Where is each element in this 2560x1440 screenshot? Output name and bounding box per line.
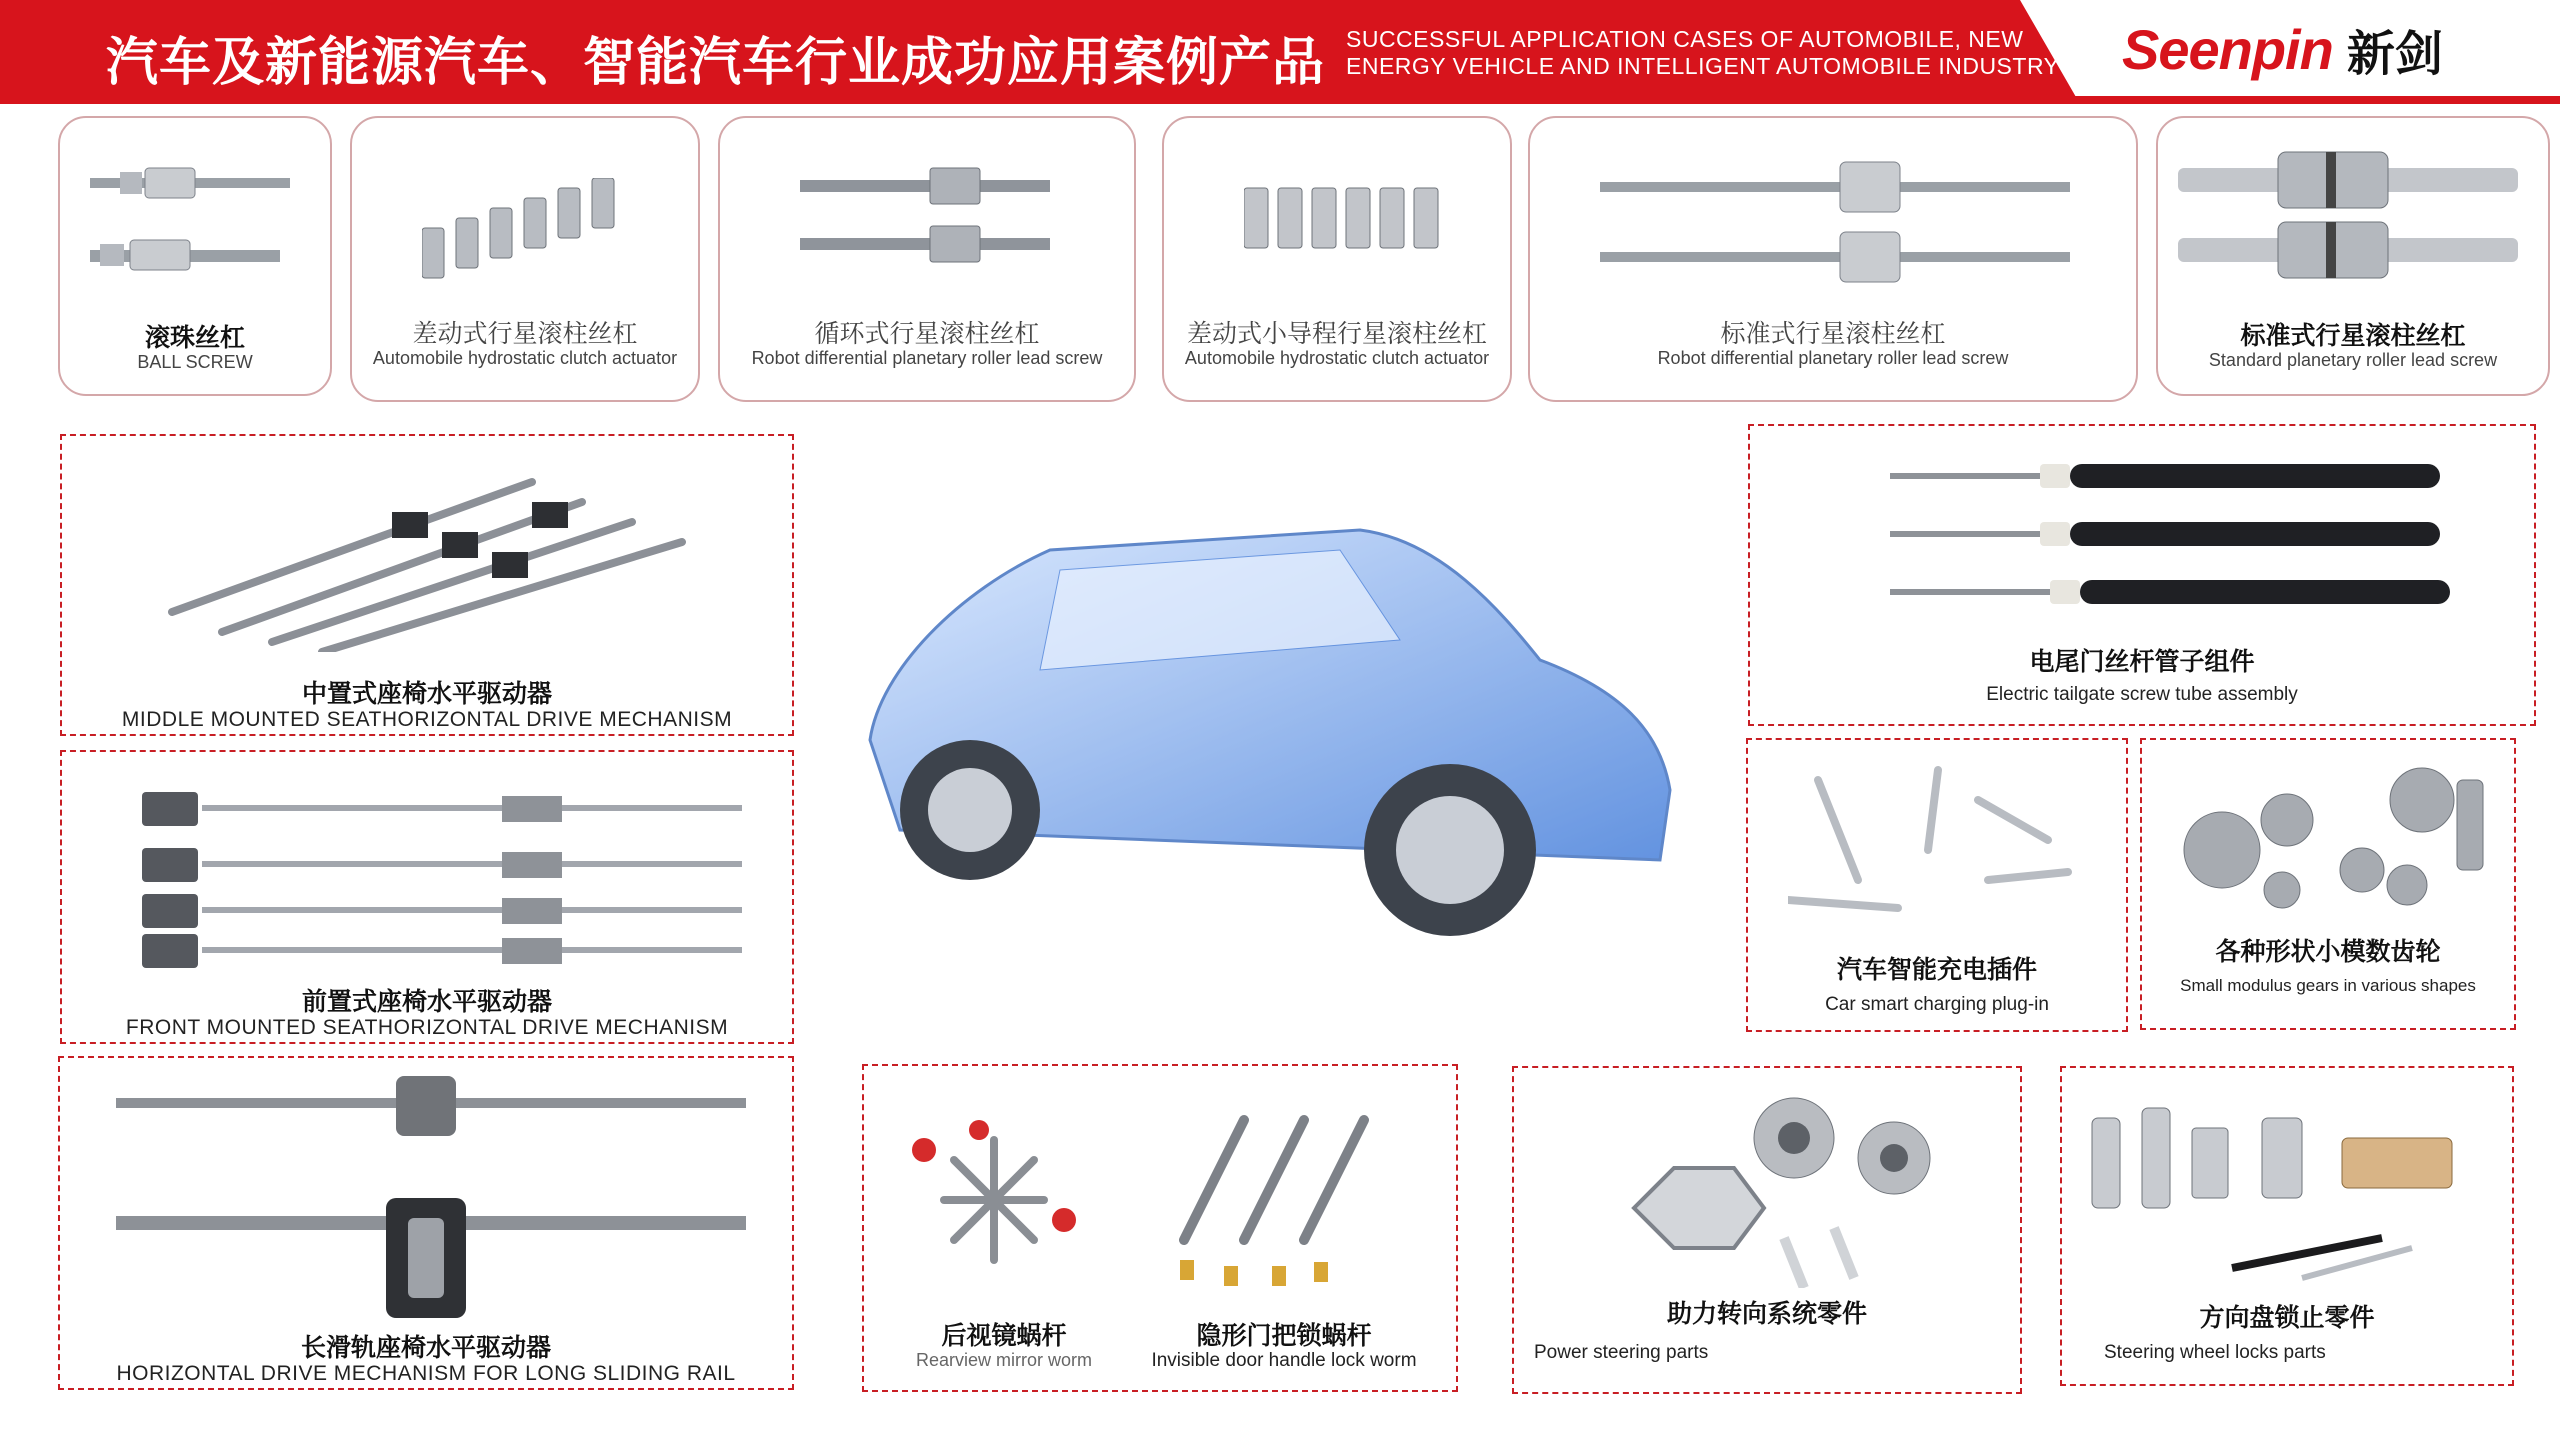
steering-lock-image xyxy=(2082,1088,2502,1288)
worm-gears-image xyxy=(884,1090,1444,1300)
product-card-small-lead-roller-screw xyxy=(1162,116,1512,402)
product-name-en: Electric tailgate screw tube assembly xyxy=(1986,684,2298,705)
roller-screw-image xyxy=(422,178,642,288)
product-name-cn: 差动式行星滚柱丝杠 xyxy=(412,319,638,348)
roller-screw-image xyxy=(1244,178,1444,258)
mirror-worm-name-en: Rearview mirror worm xyxy=(915,1350,1092,1370)
product-card-tailgate-screw xyxy=(1748,424,2536,726)
product-name-en: Small modulus gears in various shapes xyxy=(2180,976,2476,995)
product-card-differential-roller-screw xyxy=(350,116,700,402)
product-card-middle-seat-drive xyxy=(60,434,794,736)
product-name-en: BALL SCREW xyxy=(137,352,253,372)
product-name-cn: 标准式行星滚柱丝杠 xyxy=(1720,319,1946,348)
product-name-en: Steering wheel locks parts xyxy=(2104,1342,2326,1363)
roller-screw-image xyxy=(800,158,1060,278)
product-card-charging-plug xyxy=(1746,738,2128,1032)
product-name-cn: 方向盘锁止零件 xyxy=(2199,1303,2375,1332)
door-worm-name-cn: 隐形门把锁蜗杆 xyxy=(1196,1321,1372,1350)
product-name-en: Car smart charging plug-in xyxy=(1825,994,2049,1015)
product-card-recirculating-roller-screw xyxy=(718,116,1136,402)
product-name-cn: 各种形状小模数齿轮 xyxy=(2215,937,2441,966)
product-name-en: Automobile hydrostatic clutch actuator xyxy=(1184,348,1490,368)
roller-screw-image xyxy=(1600,152,2080,302)
page-subtitle: SUCCESSFUL APPLICATION CASES OF AUTOMOBILE, NEW ENERGY VEHICLE AND INTELLIGENT AUTOMOBILE INDUSTRY xyxy=(1346,26,2060,79)
tailgate-screw-image xyxy=(1890,450,2450,610)
product-name-cn: 电尾门丝杆管子组件 xyxy=(2029,647,2255,676)
product-name-en: Power steering parts xyxy=(1534,1342,1709,1363)
product-name-cn: 长滑轨座椅水平驱动器 xyxy=(300,1333,551,1362)
transparent-car-image xyxy=(840,500,1700,950)
product-name-en: Standard planetary roller lead screw xyxy=(2208,350,2498,370)
product-card-standard-roller-screw xyxy=(1528,116,2138,402)
product-card-standard-roller-screw-2 xyxy=(2156,116,2550,396)
product-name-cn: 前置式座椅水平驱动器 xyxy=(301,987,552,1016)
roller-screw-image xyxy=(2178,138,2528,288)
product-name-en: HORIZONTAL DRIVE MECHANISM FOR LONG SLIDING RAIL xyxy=(116,1362,736,1385)
product-name-en: Robot differential planetary roller lead screw xyxy=(751,348,1103,368)
product-name-en: MIDDLE MOUNTED SEATHORIZONTAL DRIVE MECHANISM xyxy=(121,708,733,731)
page-title: 汽车及新能源汽车、智能汽车行业成功应用案例产品 xyxy=(106,33,1326,93)
product-card-steering-lock xyxy=(2060,1066,2514,1386)
gears-image xyxy=(2172,760,2492,910)
product-card-ball-screw xyxy=(58,116,332,396)
seat-drive-image xyxy=(116,1068,756,1328)
product-name-cn: 差动式小导程行星滚柱丝杠 xyxy=(1186,319,1487,348)
brand-logo: Seenpin 新剑 xyxy=(2122,17,2443,82)
seat-drive-image xyxy=(142,772,742,972)
charging-pins-image xyxy=(1788,760,2088,920)
ball-screw-image xyxy=(90,158,310,288)
product-name-cn: 标准式行星滚柱丝杠 xyxy=(2240,321,2466,350)
product-name-en: FRONT MOUNTED SEATHORIZONTAL DRIVE MECHANISM xyxy=(125,1016,729,1039)
product-name-cn: 中置式座椅水平驱动器 xyxy=(301,679,552,708)
product-card-small-gears xyxy=(2140,738,2516,1030)
product-name-cn: 滚珠丝杠 xyxy=(144,323,245,352)
door-worm-name-en: Invisible door handle lock worm xyxy=(1151,1350,1417,1371)
product-card-power-steering xyxy=(1512,1066,2022,1394)
product-card-front-seat-drive xyxy=(60,750,794,1044)
mirror-worm-name-cn: 后视镜蜗杆 xyxy=(941,1321,1067,1350)
product-name-en: Robot differential planetary roller lead screw xyxy=(1657,348,2009,368)
product-name-cn: 助力转向系统零件 xyxy=(1666,1299,1867,1328)
product-name-cn: 循环式行星滚柱丝杠 xyxy=(814,319,1040,348)
steering-parts-image xyxy=(1614,1088,1934,1288)
product-name-cn: 汽车智能充电插件 xyxy=(1836,955,2037,984)
header-underline xyxy=(2060,96,2560,104)
seat-drive-image xyxy=(152,452,712,652)
product-card-mirror-and-door-worms xyxy=(862,1064,1458,1392)
product-card-long-rail-drive xyxy=(58,1056,794,1390)
header-banner xyxy=(0,0,2560,104)
product-name-en: Automobile hydrostatic clutch actuator xyxy=(372,348,678,368)
